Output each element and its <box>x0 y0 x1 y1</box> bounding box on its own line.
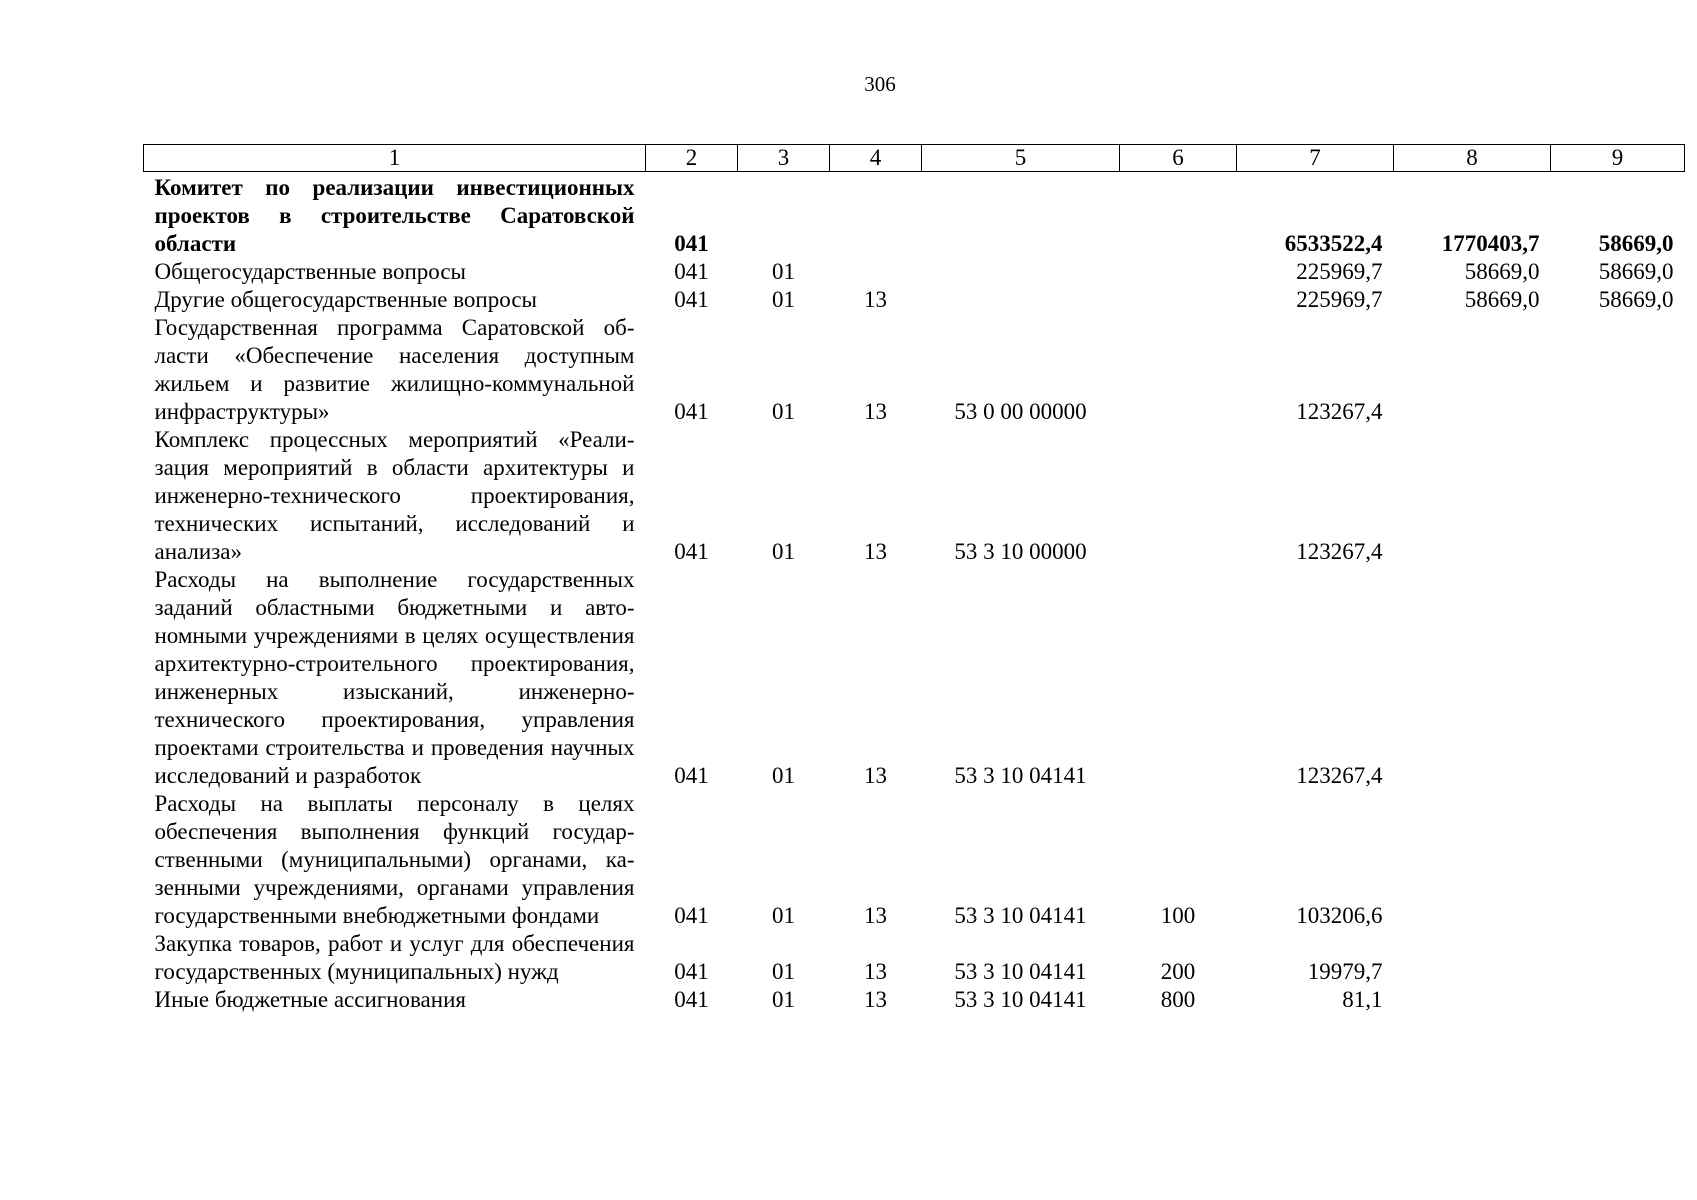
cell-col-8: 58669,0 <box>1464 259 1540 284</box>
cell-col-2: 041 <box>674 763 709 788</box>
cell-col-9 <box>1551 426 1685 566</box>
page-number: 306 <box>864 72 896 96</box>
cell-col-3: 01 <box>772 959 795 984</box>
cell-col-2: 041 <box>674 987 709 1012</box>
cell-col-3: 01 <box>772 287 795 312</box>
cell-col-5 <box>922 286 1120 314</box>
cell-col-6: 200 <box>1160 959 1196 984</box>
cell-col-7: 123267,4 <box>1296 763 1383 788</box>
header-row <box>144 145 1685 172</box>
cell-col-4: 13 <box>864 287 887 312</box>
cell-col-7: 123267,4 <box>1296 399 1383 424</box>
cell-col-7: 103206,6 <box>1296 903 1383 928</box>
cell-col-3: 01 <box>772 763 795 788</box>
cell-col-4: 13 <box>864 959 887 984</box>
table-row <box>144 172 1685 259</box>
column-header: 7 <box>1237 145 1394 172</box>
cell-col-4: 13 <box>864 539 887 564</box>
cell-col-8 <box>1394 930 1551 986</box>
budget-table <box>143 144 1685 1014</box>
table-row <box>144 986 1685 1014</box>
column-header: 8 <box>1394 145 1551 172</box>
cell-col-7: 123267,4 <box>1296 539 1383 564</box>
cell-col-9 <box>1551 566 1685 790</box>
cell-col-2: 041 <box>674 399 709 424</box>
cell-col-5: 53 0 00 00000 <box>954 399 1087 424</box>
cell-col-5 <box>922 172 1120 259</box>
row-label: Расходы на выполнение государственных заданий областными бюджетными и автономными учреждениями в целях осуществления архитектурно-строительного проектирования, инженерных изысканий, инженерно-технического проектирования, управления проектами строительства и проведения научных исследований и разработок <box>154 567 635 788</box>
cell-col-8: 1770403,7 <box>1441 231 1540 256</box>
cell-col-6 <box>1120 566 1237 790</box>
cell-col-9: 58669,0 <box>1598 259 1674 284</box>
cell-col-3: 01 <box>772 539 795 564</box>
cell-col-7: 225969,7 <box>1296 259 1383 284</box>
cell-col-6: 100 <box>1160 903 1196 928</box>
cell-col-3: 01 <box>772 987 795 1012</box>
cell-col-4: 13 <box>864 399 887 424</box>
table-row <box>144 566 1685 790</box>
cell-col-5: 53 3 10 04141 <box>954 987 1087 1012</box>
cell-col-7: 19979,7 <box>1307 959 1383 984</box>
cell-col-4: 13 <box>864 763 887 788</box>
cell-col-8 <box>1394 566 1551 790</box>
cell-col-3: 01 <box>772 399 795 424</box>
cell-col-5: 53 3 10 04141 <box>954 959 1087 984</box>
column-header: 5 <box>922 145 1120 172</box>
row-label: Закупка товаров, работ и услуг для обеспечения государственных (муниципальных) нужд <box>154 931 635 984</box>
cell-col-7: 225969,7 <box>1296 287 1383 312</box>
cell-col-7: 6533522,4 <box>1284 231 1383 256</box>
cell-col-8 <box>1394 426 1551 566</box>
cell-col-2: 041 <box>674 903 709 928</box>
cell-col-8 <box>1394 790 1551 930</box>
cell-col-2: 041 <box>674 539 709 564</box>
cell-col-6: 800 <box>1160 987 1196 1012</box>
cell-col-9: 58669,0 <box>1598 231 1674 256</box>
row-label: Комплекс процессных мероприятий «Реализация мероприятий в области архитектуры и инженерно-технического проектирования, технических испытаний, исследований и анализа» <box>154 427 635 564</box>
cell-col-6 <box>1120 314 1237 426</box>
cell-col-2: 041 <box>674 231 709 256</box>
cell-col-6 <box>1120 286 1237 314</box>
cell-col-3 <box>738 172 830 259</box>
cell-col-2: 041 <box>674 959 709 984</box>
cell-col-8 <box>1394 314 1551 426</box>
column-header: 2 <box>646 145 738 172</box>
table-row <box>144 790 1685 930</box>
column-header: 9 <box>1551 145 1685 172</box>
table-body <box>144 172 1685 1015</box>
cell-col-4 <box>830 258 922 286</box>
cell-col-9 <box>1551 790 1685 930</box>
table-row <box>144 314 1685 426</box>
cell-col-2: 041 <box>674 259 709 284</box>
row-label: Государственная программа Саратовской области «Обеспечение населения доступным жильем и развитие жилищно-коммунальной инфраструктуры» <box>154 315 635 424</box>
cell-col-5: 53 3 10 04141 <box>954 903 1087 928</box>
cell-col-5 <box>922 258 1120 286</box>
cell-col-9: 58669,0 <box>1598 287 1674 312</box>
row-label: Общегосударственные вопросы <box>154 259 466 284</box>
cell-col-5: 53 3 10 00000 <box>954 539 1087 564</box>
row-label: Комитет по реализации инвестиционных проектов в строительстве Саратовской области <box>154 175 635 256</box>
cell-col-6 <box>1120 172 1237 259</box>
cell-col-4 <box>830 172 922 259</box>
cell-col-8: 58669,0 <box>1464 287 1540 312</box>
table-row <box>144 286 1685 314</box>
row-label: Иные бюджетные ассигнования <box>154 987 466 1012</box>
column-header: 6 <box>1120 145 1237 172</box>
cell-col-3: 01 <box>772 903 795 928</box>
row-label: Расходы на выплаты персоналу в целях обеспечения выполнения функций государственными (муниципальными) органами, казенными учреждениями, органами управления государственными внебюджетными фондами <box>154 791 635 928</box>
table-row <box>144 258 1685 286</box>
cell-col-6 <box>1120 426 1237 566</box>
cell-col-4: 13 <box>864 903 887 928</box>
cell-col-8 <box>1394 986 1551 1014</box>
column-header: 3 <box>738 145 830 172</box>
column-header: 1 <box>144 145 646 172</box>
cell-col-9 <box>1551 314 1685 426</box>
cell-col-2: 041 <box>674 287 709 312</box>
column-header: 4 <box>830 145 922 172</box>
cell-col-5: 53 3 10 04141 <box>954 763 1087 788</box>
cell-col-3: 01 <box>772 259 795 284</box>
cell-col-6 <box>1120 258 1237 286</box>
table-row <box>144 426 1685 566</box>
table-row <box>144 930 1685 986</box>
cell-col-7: 81,1 <box>1342 987 1383 1012</box>
cell-col-4: 13 <box>864 987 887 1012</box>
row-label: Другие общегосударственные вопросы <box>154 287 537 312</box>
cell-col-9 <box>1551 986 1685 1014</box>
cell-col-9 <box>1551 930 1685 986</box>
